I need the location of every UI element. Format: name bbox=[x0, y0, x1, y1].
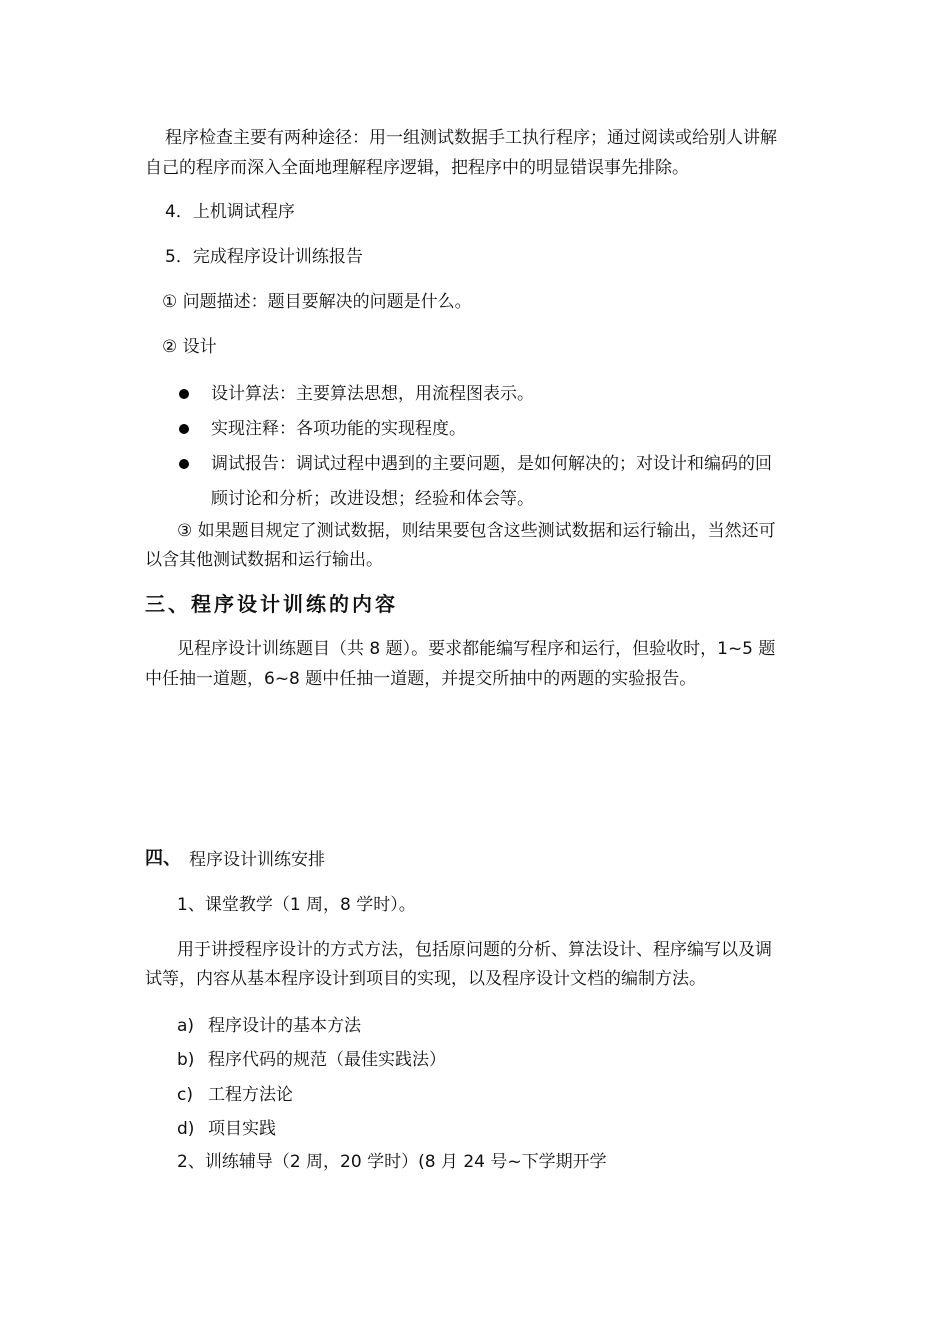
bullet-item: 调试报告：调试过程中遇到的主要问题，是如何解决的；对设计和编码的回 bbox=[211, 454, 772, 474]
bullet-item: 实现注释：各项功能的实现程度。 bbox=[211, 419, 466, 439]
paragraph-line: 见程序设计训练题目（共 8 题）。要求都能编写程序和运行，但验收时，1~5 题 bbox=[177, 639, 776, 659]
list-item: 程序设计的基本方法 bbox=[208, 1016, 361, 1036]
list-marker: c) bbox=[177, 1085, 193, 1105]
list-item: 5．完成程序设计训练报告 bbox=[165, 247, 363, 267]
sub-heading: 2、训练辅导（2 周，20 学时）(8 月 24 号~下学期开学 bbox=[177, 1152, 607, 1172]
paragraph-line: 用于讲授程序设计的方式方法，包括原问题的分析、算法设计、程序编写以及调 bbox=[177, 940, 772, 960]
paragraph-line: 自己的程序而深入全面地理解程序逻辑，把程序中的明显错误事先排除。 bbox=[145, 158, 689, 178]
sub-item: ① 问题描述：题目要解决的问题是什么。 bbox=[162, 292, 472, 312]
list-item: 项目实践 bbox=[208, 1119, 276, 1139]
list-item: 4．上机调试程序 bbox=[165, 202, 295, 222]
section-heading: 三、程序设计训练的内容 bbox=[145, 592, 398, 616]
bullet-item: 设计算法：主要算法思想，用流程图表示。 bbox=[211, 384, 534, 404]
bullet-icon bbox=[179, 424, 189, 434]
sub-item: ③ 如果题目规定了测试数据，则结果要包含这些测试数据和运行输出，当然还可 bbox=[177, 521, 776, 541]
paragraph-line: 试等，内容从基本程序设计到项目的实现，以及程序设计文档的编制方法。 bbox=[145, 969, 706, 989]
section-heading: 程序设计训练安排 bbox=[189, 850, 325, 870]
list-marker: d) bbox=[177, 1119, 195, 1139]
bullet-icon bbox=[179, 459, 189, 469]
list-item: 工程方法论 bbox=[208, 1085, 293, 1105]
list-item: 程序代码的规范（最佳实践法） bbox=[208, 1050, 446, 1070]
section-number: 四、 bbox=[145, 848, 181, 869]
list-marker: a) bbox=[177, 1016, 195, 1036]
sub-item: ② 设计 bbox=[162, 337, 217, 357]
bullet-icon bbox=[179, 389, 189, 399]
paragraph-line: 以含其他测试数据和运行输出。 bbox=[145, 550, 383, 570]
paragraph-line: 中任抽一道题，6~8 题中任抽一道题，并提交所抽中的两题的实验报告。 bbox=[145, 669, 697, 689]
sub-heading: 1、课堂教学（1 周，8 学时）。 bbox=[177, 895, 416, 915]
paragraph-line: 程序检查主要有两种途径：用一组测试数据手工执行程序；通过阅读或给别人讲解 bbox=[165, 128, 777, 148]
list-marker: b) bbox=[177, 1050, 195, 1070]
bullet-item-continued: 顾讨论和分析；改进设想；经验和体会等。 bbox=[211, 489, 534, 509]
